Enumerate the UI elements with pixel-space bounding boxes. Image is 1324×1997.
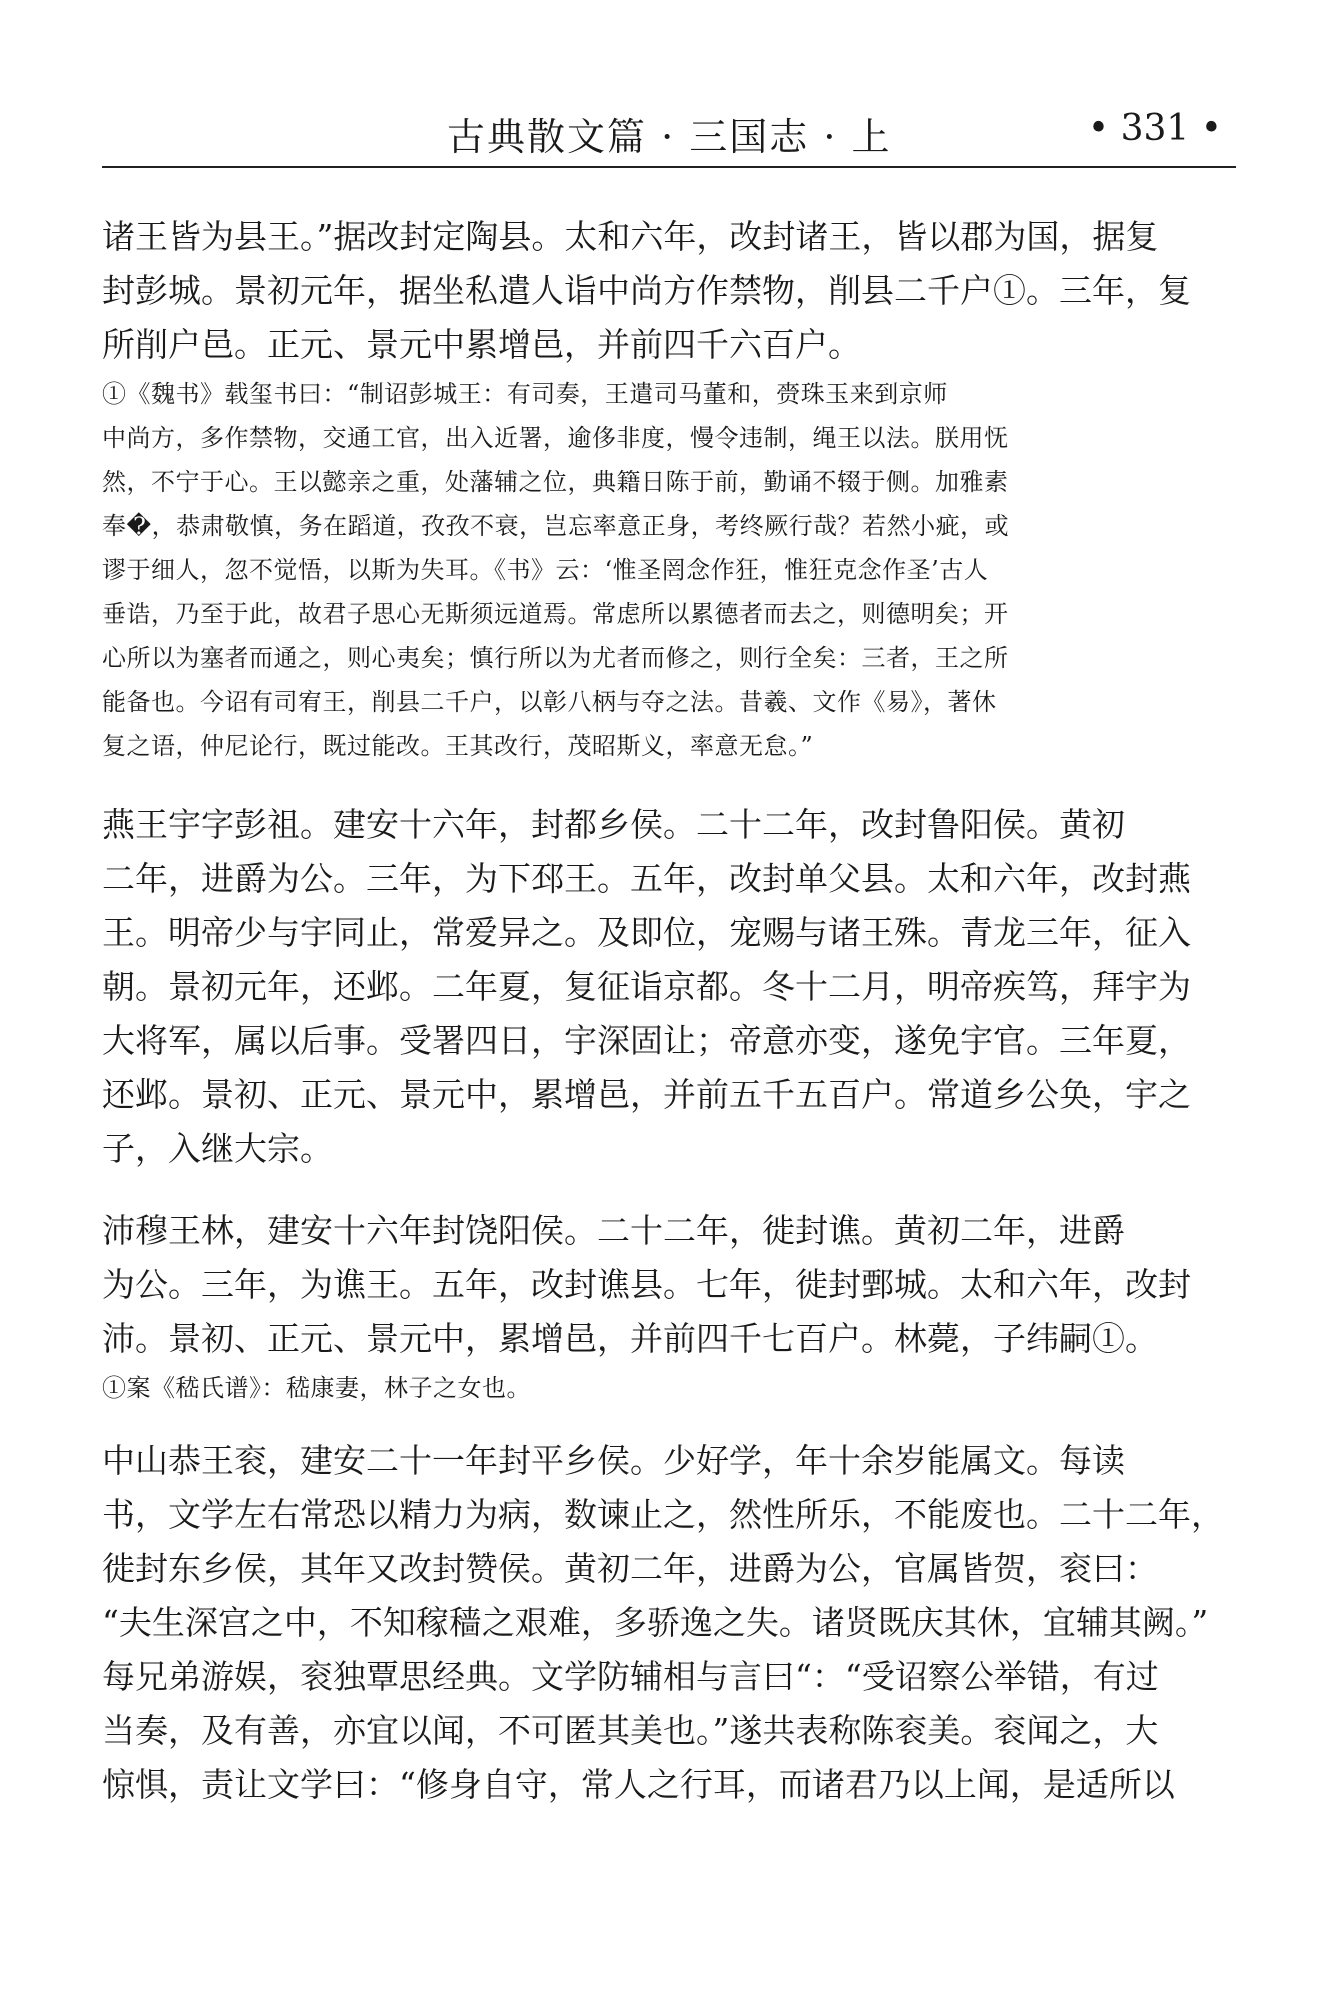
paragraph-yan-wang-yu: 燕王宇字彭祖。建安十六年，封都乡侯。二十二年，改封鲁阳侯。黄初 二年，进爵为公。三年，为下邳王。五年，改封单父县。太和六年，改封燕 王。明帝少与宇同止，常爱异之。及即位，宠赐与诸王殊。青龙三年，征入 朝。景初元年，还邺。二年夏，复征诣京都。冬十二月，明帝疾笃，拜宇为 大将军，属以后事。受署四日，宇深固让；帝意亦变，遂免宇官。三年夏， 还邺。景初、正元、景元中，累增邑，并前五千五百户。常道乡公奂，宇之 子，入继大宗。 [102,805,1191,1168]
page-header [102,100,1236,170]
footnote-wei-shu: ①《魏书》载玺书曰：“制诏彭城王：有司奏，王遣司马董和，赍珠玉来到京师 中尚方，多作禁物，交通工官，出入近署，逾侈非度，慢令违制，绳王以法。朕用怃 然，不宁于心。王以懿亲之重，处藩辅之位，典籍日陈于前，勤诵不辍于侧。加雅素 奉�，恭肃敬慎，务在蹈道，孜孜不衰，岂忘率意正身，考终厥行哉？若然小疵，或 谬于细人，忽不觉悟，以斯为失耳。《书》云：‘惟圣罔念作狂，惟狂克念作圣’古人 垂诰，乃至于此，故君子思心无斯须远道焉。常虑所以累德者而去之，则德明矣；开 心所以为塞者而通之，则心夷矣；慎行所以为尤者而修之，则行全矣：三者，王之所 能备也。今诏有司宥王，削县二千户，以彰八柄与夺之法。昔羲、文作《易》，著休 复之语，仲尼论行，既过能改。王其改行，茂昭斯义，率意无怠。” [102,380,1010,760]
page-body [102,210,1236,1812]
page-number: • 331 • [1087,108,1222,149]
paragraph-zhongshan-gong-wang-gun: 中山恭王衮，建安二十一年封平乡侯。少好学，年十余岁能属文。每读 书，文学左右常恐以精力为病，数谏止之，然性所乐，不能废也。二十二年， 徙封东乡侯，其年又改封赞侯。黄初二年，进爵为公，官属皆贺，衮曰： “夫生深宫之中，不知稼穑之艰难，多骄逸之失。诸贤既庆其休，宜辅其阙。” 每兄弟游娱，衮独覃思经典。文学防辅相与言曰“：“受诏察公举错，有过 当奏，及有善，亦宜以闻，不可匿其美也。”遂共表称陈衮美。衮闻之，大 惊惧，责让文学曰：“修身自守，常人之行耳，而诸君乃以上闻，是适所以 [102,1441,1224,1804]
paragraph-gap [102,1410,1236,1434]
paragraph-gap [102,768,1236,798]
paragraph-peng-cheng-continued: 诸王皆为县王。”据改封定陶县。太和六年，改封诸王，皆以郡为国，据复 封彭城。景初元年，据坐私遣人诣中尚方作禁物，削县二千户①。三年，复 所削户邑。正元、景元中累增邑，并前四千六百户。 [102,217,1191,364]
paragraph-gap [102,1176,1236,1204]
running-title: 古典散文篇 · 三国志 · 上 [447,115,892,159]
header-rule [102,166,1236,168]
paragraph-pei-mu-wang-lin: 沛穆王林，建安十六年封饶阳侯。二十二年，徙封谯。黄初二年，进爵 为公。三年，为谯王。五年，改封谯县。七年，徙封鄄城。太和六年，改封 沛。景初、正元、景元中，累增邑，并前四千七百户。林薨，子纬嗣①。 [102,1211,1191,1358]
footnote-ji-shi-pu: ①案《嵇氏谱》：嵇康妻，林子之女也。 [102,1374,531,1402]
